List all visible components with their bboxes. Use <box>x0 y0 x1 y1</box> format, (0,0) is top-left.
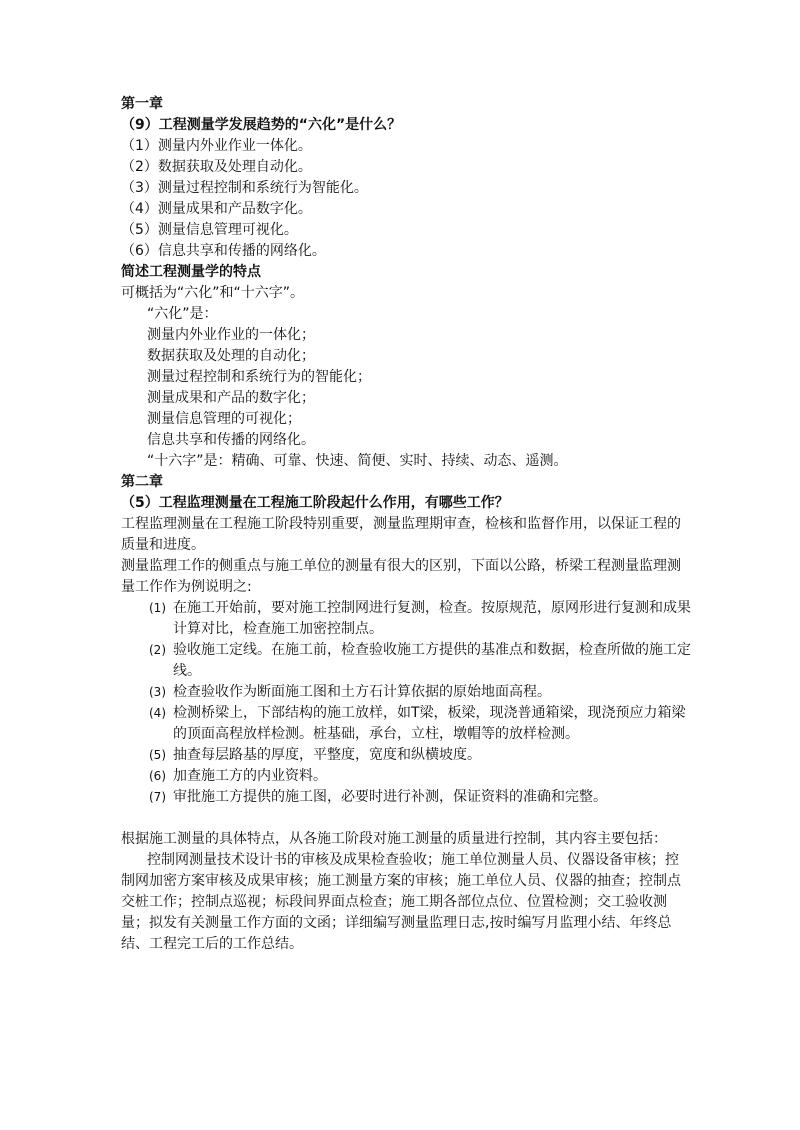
list-item: （3）测量过程控制和系统行为智能化。 <box>121 180 368 196</box>
list-text: 加查施工方的内业资料。 <box>173 768 327 784</box>
list-text: 抽查每层路基的厚度，平整度，宽度和纵横坡度。 <box>173 747 481 763</box>
list-number: (7) <box>149 790 166 804</box>
list-item <box>121 598 691 640</box>
list-text: 审批施工方提供的施工图，必要时进行补测，保证资料的准确和完整。 <box>173 789 607 805</box>
list-number: (6) <box>149 769 166 783</box>
list-number: (3) <box>149 685 166 699</box>
paragraph: 根据施工测量的具体特点，从各施工阶段对施工测量的质量进行控制，其内容主要包括： <box>121 831 667 847</box>
list-item: （2）数据获取及处理自动化。 <box>121 159 312 175</box>
list-text: 检测桥梁上，下部结构的施工放样，如T梁，板梁，现浇普通箱梁，现浇预应力箱梁的顶面高程放样检测。桩基础，承台，立柱，墩帽等的放样检测。 <box>173 705 686 742</box>
paragraph: 工程监理测量在工程施工阶段特别重要，测量监理期审查，检核和监督作用，以保证工程的质量和进度。 <box>121 516 681 553</box>
liuhua-label: “六化”是： <box>147 306 218 322</box>
list-item <box>121 787 691 808</box>
spacer <box>121 808 691 829</box>
shiliu-zi: “十六字”是：精确、可靠、快速、简便、实时、持续、动态、遥测。 <box>147 453 568 469</box>
list-item: （6）信息共享和传播的网络化。 <box>121 243 326 259</box>
question-5: （5）工程监理测量在工程施工阶段起什么作用，有哪些工作？ <box>121 495 509 511</box>
list-item <box>121 682 691 703</box>
chapter1-heading: 第一章 <box>121 96 163 112</box>
list-item: 信息共享和传播的网络化。 <box>147 432 315 448</box>
chapter2-heading: 第二章 <box>121 474 163 490</box>
list-text: 在施工开始前，要对施工控制网进行复测，检查。按原规范，原网形进行复测和成果计算对比，检查施工加密控制点。 <box>173 600 691 637</box>
list-item: （4）测量成果和产品数字化。 <box>121 201 312 217</box>
list-number: (4) <box>149 706 166 720</box>
list-item <box>121 703 691 745</box>
document-page <box>121 94 691 955</box>
list-item: （5）测量信息管理可视化。 <box>121 222 298 238</box>
list-item: 测量过程控制和系统行为的智能化； <box>147 369 371 385</box>
features-intro: 可概括为“六化”和“十六字”。 <box>121 285 305 301</box>
paragraph: 测量监理工作的侧重点与施工单位的测量有很大的区别，下面以公路，桥梁工程测量监理测量工作作为例说明之: <box>121 558 681 595</box>
list-number: (1) <box>149 601 166 615</box>
paragraph: 控制网测量技术设计书的审核及成果检查验收；施工单位测量人员、仪器设备审核；控制网加密方案审核及成果审核；施工测量方案的审核；施工单位人员、仪器的抽查；控制点交桩工作；控制点巡视；标段间界面点检查；施工期各部位点位、位置检测；交工验收测量；拟发有关测量工作方面的文函；详细编写测量监理日志,按时编写月监理小结、年终总结、工程完工后的工作总结。 <box>121 852 681 952</box>
list-item <box>121 766 691 787</box>
list-number: (5) <box>149 748 166 762</box>
list-item: （1）测量内外业作业一体化。 <box>121 138 312 154</box>
list-item: 数据获取及处理的自动化； <box>147 348 315 364</box>
list-number: (2) <box>149 643 166 657</box>
list-item: 测量成果和产品的数字化； <box>147 390 315 406</box>
list-item: 测量内外业作业的一体化； <box>147 327 315 343</box>
question-9: （9）工程测量学发展趋势的“六化”是什么？ <box>121 117 402 133</box>
list-item: 测量信息管理的可视化； <box>147 411 301 427</box>
list-item <box>121 640 691 682</box>
list-item <box>121 745 691 766</box>
list-text: 验收施工定线。在施工前，检查验收施工方提供的基准点和数据，检查所做的施工定线。 <box>173 642 691 679</box>
features-title: 简述工程测量学的特点 <box>121 264 261 280</box>
list-text: 检查验收作为断面施工图和土方石计算依据的原始地面高程。 <box>173 684 551 700</box>
